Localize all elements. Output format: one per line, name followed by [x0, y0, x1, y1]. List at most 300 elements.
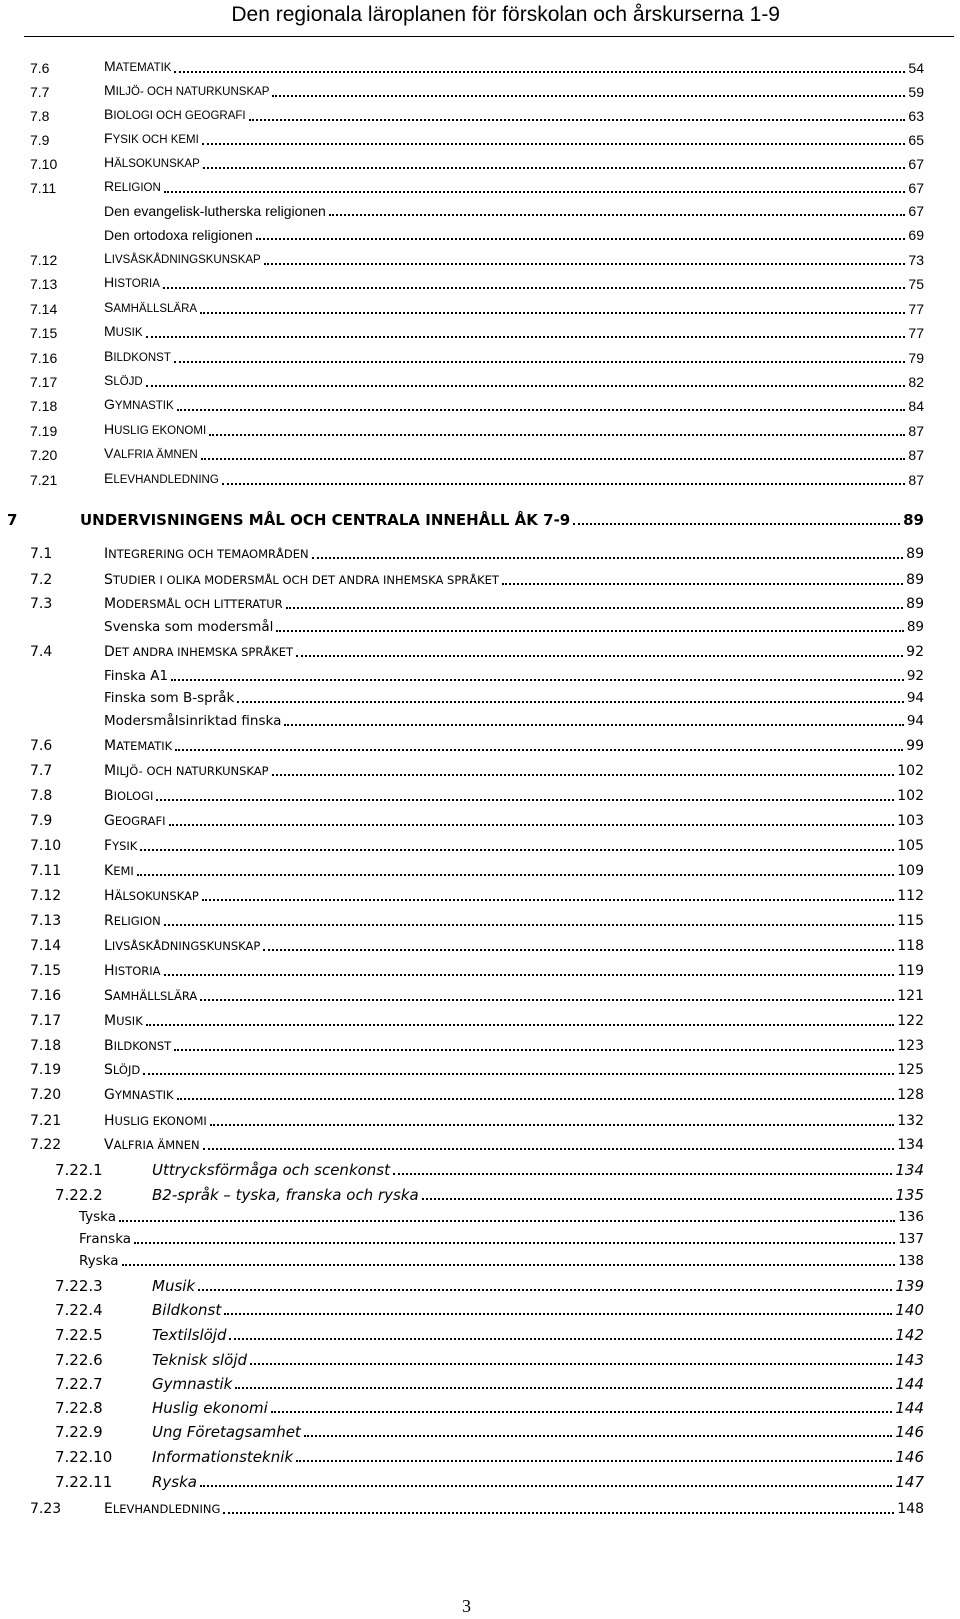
toc-entry-title: Ryska — [152, 1473, 197, 1491]
toc-entry-title — [104, 347, 171, 367]
toc-entry-title — [104, 444, 198, 464]
toc-entry[interactable] — [0, 370, 960, 394]
toc-entry-number: 7.22.11 — [55, 1473, 113, 1491]
toc-dot-leader — [256, 238, 906, 240]
toc-entry[interactable] — [0, 346, 960, 370]
toc-dot-leader — [202, 143, 906, 145]
toc-dot-leader — [222, 483, 906, 485]
toc-dot-leader — [156, 799, 894, 801]
toc-entry-page: 137 — [898, 1231, 924, 1247]
toc-entry-title-initial: G — [104, 1087, 115, 1103]
toc-entry-page: 69 — [908, 227, 924, 243]
toc-entry-number: 7.15 — [30, 963, 62, 979]
toc-entry[interactable] — [0, 419, 960, 443]
toc-entry-title-rest: ELIGION — [113, 914, 161, 928]
toc-dot-leader — [286, 607, 904, 609]
toc-entry-title — [104, 57, 171, 77]
toc-dot-leader — [271, 1411, 893, 1413]
toc-entry-title-initial: M — [104, 82, 116, 98]
toc-entry-title-rest: ILDKONST — [113, 352, 171, 364]
toc-entry[interactable] — [0, 1470, 960, 1494]
toc-dot-leader — [201, 458, 906, 460]
toc-entry[interactable] — [0, 1205, 960, 1229]
toc-entry-title-rest: ÄLSOKUNSKAP — [114, 158, 200, 170]
toc-entry-number: 7.22.5 — [55, 1326, 103, 1344]
toc-dot-leader — [284, 724, 903, 726]
toc-entry[interactable] — [0, 1158, 960, 1182]
toc-entry[interactable] — [0, 686, 960, 710]
toc-entry[interactable] — [0, 80, 960, 104]
toc-entry-title — [104, 420, 206, 440]
toc-entry-title-rest: ELIGION — [114, 182, 161, 194]
toc-dot-leader — [296, 1460, 892, 1462]
toc-entry[interactable] — [0, 959, 960, 983]
toc-entry-title — [104, 545, 309, 563]
toc-entry-title — [104, 153, 200, 173]
toc-entry-title-initial: H — [104, 963, 115, 979]
toc-entry[interactable] — [0, 615, 960, 639]
toc-dot-leader — [146, 385, 906, 387]
toc-dot-leader — [573, 523, 900, 525]
toc-entry-page: 87 — [908, 447, 924, 463]
toc-entry[interactable] — [0, 1133, 960, 1157]
toc-entry-title-rest: ILJÖ- OCH NATURKUNSKAP — [115, 86, 270, 98]
toc-entry-number: 7.18 — [30, 398, 58, 414]
toc-dot-leader — [177, 1098, 895, 1100]
toc-entry-number: 7.16 — [30, 988, 62, 1004]
toc-dot-leader — [296, 655, 903, 657]
toc-entry[interactable] — [0, 1445, 960, 1469]
toc-dot-leader — [272, 95, 905, 97]
toc-entry[interactable] — [0, 984, 960, 1008]
toc-entry[interactable] — [0, 709, 960, 733]
toc-entry-title: Finska A1 — [104, 668, 169, 684]
toc-entry-title-initial: V — [104, 445, 114, 461]
toc-entry-title-rest: IVSÅSKÅDNINGSKUNSKAP — [111, 939, 261, 953]
toc-entry[interactable] — [0, 394, 960, 418]
toc-entry-title — [104, 862, 134, 880]
toc-entry-title-rest: ODERSMÅL OCH LITTERATUR — [116, 597, 283, 611]
toc-entry-title: Den ortodoxa religionen — [104, 227, 253, 243]
toc-entry-number: 7.17 — [30, 1013, 62, 1029]
toc-entry-number: 7.22.1 — [55, 1161, 103, 1179]
toc-entry-number: 7.9 — [30, 132, 50, 148]
toc-entry-page: 142 — [895, 1326, 924, 1344]
toc-entry-title-rest: LEVHANDLEDNING — [112, 1502, 221, 1516]
toc-entry-title: Den evangelisk-lutherska religionen — [104, 203, 326, 219]
toc-entry-title: Ryska — [79, 1253, 119, 1269]
toc-entry-page: 132 — [897, 1113, 924, 1129]
toc-entry-number: 7.7 — [30, 763, 53, 779]
toc-entry-title: Franska — [79, 1231, 132, 1247]
toc-entry-title-initial: K — [104, 863, 114, 879]
toc-entry-title-rest: EMI — [113, 864, 134, 878]
toc-entry-title-rest: LÖJD — [112, 1063, 141, 1077]
toc-entry-title-rest: AMHÄLLSLÄRA — [113, 303, 198, 315]
toc-entry-title-rest: LÖJD — [113, 376, 143, 388]
toc-entry-title — [104, 322, 143, 342]
toc-entry-title — [104, 571, 499, 589]
toc-entry-page: 54 — [908, 60, 924, 76]
toc-entry-page: 67 — [908, 180, 924, 196]
toc-entry-title — [104, 1136, 200, 1154]
toc-dot-leader — [200, 1485, 892, 1487]
toc-entry-page: 144 — [895, 1399, 924, 1417]
toc-entry-title — [104, 469, 219, 489]
toc-entry-title-rest: TUDIER I OLIKA MODERSMÅL OCH DET ANDRA INHEMSKA SPRÅKET — [112, 573, 499, 587]
toc-entry-number: 7.10 — [30, 156, 58, 172]
toc-entry-title-initial: S — [104, 1062, 113, 1078]
toc-dot-leader — [171, 679, 904, 681]
toc-entry[interactable] — [0, 1497, 960, 1521]
toc-entry-page: 84 — [908, 398, 924, 414]
toc-entry[interactable] — [0, 568, 960, 592]
toc-entry-page: 75 — [908, 276, 924, 292]
toc-entry-title — [104, 177, 161, 197]
toc-entry-title: Textilslöjd — [152, 1326, 227, 1344]
toc-entry[interactable] — [0, 664, 960, 688]
toc-entry[interactable] — [0, 592, 960, 616]
toc-entry-title-initial: M — [104, 323, 116, 339]
toc-entry[interactable] — [0, 1323, 960, 1347]
toc-entry[interactable] — [0, 199, 960, 223]
toc-entry[interactable] — [0, 223, 960, 247]
toc-entry-title — [104, 81, 269, 101]
toc-entry-title: Musik — [152, 1277, 196, 1295]
toc-entry-number: 7.22.9 — [55, 1423, 103, 1441]
toc-entry-page: 123 — [897, 1038, 924, 1054]
toc-dot-leader — [502, 583, 903, 585]
toc-dot-leader — [140, 849, 894, 851]
toc-entry-page: 89 — [906, 619, 924, 635]
toc-entry-page: 139 — [895, 1277, 924, 1295]
toc-entry-page: 134 — [895, 1161, 924, 1179]
toc-entry-page: 92 — [906, 668, 924, 684]
toc-entry[interactable] — [0, 640, 960, 664]
toc-entry-title-rest: IVSÅSKÅDNINGSKUNSKAP — [111, 254, 261, 266]
toc-entry-number: 7.22.4 — [55, 1301, 103, 1319]
page-number: 3 — [462, 1596, 471, 1616]
toc-dot-leader — [174, 71, 905, 73]
toc-entry-page: 134 — [897, 1137, 924, 1153]
toc-entry-title-initial: M — [104, 738, 117, 754]
toc-entry-title — [104, 1500, 220, 1518]
toc-entry-page: 89 — [906, 546, 924, 562]
toc-entry-page: 87 — [908, 423, 924, 439]
toc-entry-title-initial: S — [104, 299, 114, 315]
toc-entry-title-initial: E — [104, 1501, 113, 1517]
toc-entry-title-initial: G — [104, 813, 115, 829]
toc-entry-number: 7.3 — [30, 596, 53, 612]
toc-entry[interactable] — [0, 1183, 960, 1207]
toc-entry-title-initial: S — [104, 988, 113, 1004]
toc-entry-title: Informationsteknik — [152, 1448, 294, 1466]
toc-entry-title — [104, 395, 174, 415]
toc-entry[interactable] — [0, 1058, 960, 1082]
toc-dot-leader — [304, 1435, 893, 1437]
toc-dot-leader — [164, 924, 895, 926]
toc-entry-title-initial: E — [104, 470, 114, 486]
toc-entry-title-rest: ALFRIA ÄMNEN — [113, 449, 198, 461]
toc-entry-page: 143 — [895, 1351, 924, 1369]
toc-entry-page: 65 — [908, 132, 924, 148]
toc-entry[interactable] — [0, 1274, 960, 1298]
toc-entry-title: Bildkonst — [152, 1301, 222, 1319]
toc-entry-number: 7.14 — [30, 301, 58, 317]
toc-entry-title-initial: H — [104, 1113, 115, 1129]
toc-dot-leader — [163, 287, 905, 289]
toc-entry-page: 67 — [908, 203, 924, 219]
toc-entry-page: 77 — [908, 301, 924, 317]
toc-dot-leader — [264, 263, 906, 265]
toc-entry-page: 67 — [908, 156, 924, 172]
toc-entry-title — [104, 887, 199, 905]
toc-entry-title: Gymnastik — [152, 1375, 233, 1393]
toc-entry-page: 99 — [906, 738, 924, 754]
toc-entry-number: 7.22.10 — [55, 1448, 113, 1466]
toc-entry-title — [104, 1012, 143, 1030]
toc-entry-number: 7.20 — [30, 1087, 62, 1103]
toc-entry-number: 7.22.2 — [55, 1186, 103, 1204]
toc-entry-title — [104, 105, 246, 125]
toc-entry-page: 146 — [895, 1448, 924, 1466]
toc-entry[interactable] — [0, 468, 960, 492]
toc-entry-title-rest: ET ANDRA INHEMSKA SPRÅKET — [114, 645, 294, 659]
toc-entry-title-initial: B — [104, 788, 114, 804]
toc-entry[interactable] — [0, 909, 960, 933]
toc-entry-title-initial: H — [104, 888, 115, 904]
toc-dot-leader — [198, 1289, 892, 1291]
toc-entry[interactable] — [0, 176, 960, 200]
toc-entry[interactable] — [0, 784, 960, 808]
toc-entry[interactable] — [0, 834, 960, 858]
toc-entry-title — [104, 912, 161, 930]
toc-entry-title — [104, 937, 260, 955]
toc-dot-leader — [137, 874, 894, 876]
toc-entry-title-initial: S — [104, 372, 114, 388]
running-header — [0, 0, 960, 40]
toc-entry-number: 7.16 — [30, 350, 58, 366]
toc-entry-number: 7.6 — [30, 738, 53, 754]
toc-entry-number: 7.11 — [30, 863, 62, 879]
toc-entry-number: 7.13 — [30, 913, 62, 929]
toc-dot-leader — [174, 1049, 894, 1051]
toc-entry-page: 87 — [908, 472, 924, 488]
toc-entry-title-rest: IOLOGI OCH GEOGRAFI — [113, 110, 246, 122]
toc-entry-number: 7.12 — [30, 252, 58, 268]
toc-entry-title-rest: ATEMATIK — [116, 739, 173, 753]
toc-dot-leader — [202, 899, 894, 901]
toc-entry-title — [104, 837, 137, 855]
toc-entry-title-rest: ILDKONST — [113, 1039, 172, 1053]
toc-entry[interactable] — [0, 1396, 960, 1420]
toc-entry-page: 94 — [906, 713, 924, 729]
toc-dot-leader — [235, 1387, 892, 1389]
toc-entry[interactable] — [0, 1372, 960, 1396]
toc-entry-number: 7.2 — [30, 572, 53, 588]
toc-entry[interactable] — [0, 1109, 960, 1133]
toc-entry-title-initial: I — [104, 546, 109, 562]
toc-entry[interactable] — [0, 1034, 960, 1058]
toc-entry[interactable] — [0, 1083, 960, 1107]
toc-entry-title-initial: G — [104, 396, 115, 412]
toc-entry-title-rest: ISTORIA — [114, 964, 161, 978]
toc-entry[interactable] — [0, 734, 960, 758]
toc-entry[interactable] — [0, 1298, 960, 1322]
toc-entry-number: 7.18 — [30, 1038, 62, 1054]
toc-entry-title — [104, 762, 269, 780]
toc-entry-page: 128 — [897, 1087, 924, 1103]
toc-entry-number: 7.13 — [30, 276, 58, 292]
toc-entry-title-initial: F — [104, 130, 113, 146]
toc-dot-leader — [276, 630, 903, 632]
toc-entry-page: 92 — [906, 644, 924, 660]
toc-dot-leader — [223, 1512, 894, 1514]
toc-entry-title: Modersmålsinriktad finska — [104, 713, 282, 729]
toc-entry-page: 138 — [898, 1253, 924, 1269]
toc-entry[interactable] — [0, 152, 960, 176]
toc-entry-page: 59 — [908, 84, 924, 100]
toc-entry[interactable] — [0, 128, 960, 152]
toc-entry-page: 73 — [908, 252, 924, 268]
toc-entry-page: 102 — [897, 763, 924, 779]
toc-entry-number: 7.21 — [30, 1113, 62, 1129]
header-rule — [24, 36, 954, 37]
toc-dot-leader — [174, 361, 906, 363]
toc-dot-leader — [169, 824, 895, 826]
toc-entry-title: Tyska — [79, 1209, 117, 1225]
toc-dot-leader — [237, 701, 903, 703]
toc-entry-number: 7.4 — [30, 644, 53, 660]
toc-entry-number: 7.19 — [30, 1062, 62, 1078]
document-title: Den regionala läroplanen för förskolan och årskurserna 1-9 — [231, 3, 780, 26]
toc-dot-leader — [146, 336, 906, 338]
toc-entry[interactable] — [0, 859, 960, 883]
toc-entry-title — [104, 298, 197, 318]
toc-entry-page: 89 — [906, 596, 924, 612]
toc-dot-leader — [203, 1148, 895, 1150]
toc-entry-title — [104, 737, 172, 755]
toc-entry-number: 7.22.3 — [55, 1277, 103, 1295]
toc-entry-title-rest: ALFRIA ÄMNEN — [113, 1138, 200, 1152]
toc-entry-page: 102 — [897, 788, 924, 804]
toc-entry-title-rest: ISTORIA — [114, 278, 160, 290]
toc-entry-page: 122 — [897, 1013, 924, 1029]
toc-entry-title — [104, 129, 199, 149]
toc-entry-title — [104, 1086, 174, 1104]
toc-dot-leader — [175, 749, 903, 751]
toc-dot-leader — [210, 1124, 894, 1126]
toc-entry-page: 118 — [897, 938, 924, 954]
toc-entry-title: Finska som B-språk — [104, 690, 235, 706]
toc-entry-page: 89 — [903, 511, 924, 529]
toc-entry-title-initial: M — [104, 596, 117, 612]
toc-entry-page: 135 — [895, 1186, 924, 1204]
toc-entry[interactable] — [0, 759, 960, 783]
toc-entry-number: 7.15 — [30, 325, 58, 341]
toc-dot-leader — [209, 434, 905, 436]
toc-entry[interactable] — [0, 443, 960, 467]
toc-entry-title — [104, 787, 153, 805]
toc-entry[interactable] — [0, 809, 960, 833]
toc-entry-title-initial: M — [104, 58, 116, 74]
toc-entry-page: 94 — [906, 690, 924, 706]
toc-entry[interactable] — [0, 56, 960, 80]
toc-entry[interactable] — [0, 321, 960, 345]
toc-entry[interactable] — [0, 297, 960, 321]
toc-entry-page: 147 — [895, 1473, 924, 1491]
toc-entry-title — [104, 249, 261, 269]
toc-entry-title-rest: YSIK — [112, 839, 138, 853]
toc-entry[interactable] — [0, 934, 960, 958]
toc-entry-title-initial: B — [104, 1038, 114, 1054]
toc-entry[interactable] — [0, 104, 960, 128]
toc-entry-number: 7.8 — [30, 108, 50, 124]
toc-entry-title-rest: EOGRAFI — [114, 814, 166, 828]
toc-entry-title-initial: B — [104, 106, 114, 122]
toc-entry-page: 112 — [897, 888, 924, 904]
toc-entry-number: 7.22.8 — [55, 1399, 103, 1417]
toc-entry[interactable] — [0, 1420, 960, 1444]
toc-entry-title: Uttrycksförmåga och scenkonst — [152, 1161, 391, 1179]
toc-entry-title-initial: D — [104, 644, 115, 660]
toc-dot-leader — [200, 312, 905, 314]
toc-entry-number: 7.17 — [30, 374, 58, 390]
toc-entry[interactable] — [0, 1227, 960, 1251]
toc-entry-title-initial: H — [104, 421, 115, 437]
toc-entry-number: 7.6 — [30, 60, 50, 76]
toc-entry-title — [104, 643, 293, 661]
toc-entry[interactable] — [0, 542, 960, 566]
toc-entry-title-initial: M — [104, 1013, 117, 1029]
toc-entry-number: 7.23 — [30, 1501, 62, 1517]
toc-entry-number: 7.8 — [30, 788, 53, 804]
toc-entry-title-initial: L — [104, 250, 112, 266]
toc-dot-leader — [263, 949, 894, 951]
toc-dot-leader — [164, 191, 906, 193]
toc-entry-title-initial: R — [104, 913, 114, 929]
toc-entry[interactable] — [0, 272, 960, 296]
toc-dot-leader — [250, 1363, 892, 1365]
toc-entry-title-rest: ILJÖ- OCH NATURKUNSKAP — [116, 764, 269, 778]
toc-entry-title — [104, 987, 197, 1005]
toc-entry-title-rest: IOLOGI — [113, 789, 154, 803]
toc-entry-number: 7.1 — [30, 546, 53, 562]
toc-entry-title: UNDERVISNINGENS MÅL OCH CENTRALA INNEHÅLL ÅK 7-9 — [80, 511, 571, 529]
toc-entry[interactable] — [0, 1348, 960, 1372]
toc-entry[interactable] — [0, 248, 960, 272]
toc-entry-number: 7.22.6 — [55, 1351, 103, 1369]
toc-dot-leader — [134, 1242, 895, 1244]
toc-entry-title: Teknisk slöjd — [152, 1351, 248, 1369]
toc-entry-title-initial: F — [104, 838, 113, 854]
toc-dot-leader — [329, 214, 906, 216]
toc-entry-number: 7.10 — [30, 838, 62, 854]
toc-entry[interactable] — [0, 1249, 960, 1273]
toc-entry-page: 148 — [897, 1501, 924, 1517]
toc-entry-page: 109 — [897, 863, 924, 879]
toc-dot-leader — [164, 974, 895, 976]
toc-entry-title-rest: AMHÄLLSLÄRA — [112, 989, 198, 1003]
toc-entry-title-rest: USLIG EKONOMI — [114, 425, 207, 437]
toc-entry-title — [104, 812, 166, 830]
toc-entry-page: 144 — [895, 1375, 924, 1393]
toc-entry[interactable] — [0, 1009, 960, 1033]
toc-entry-title — [104, 1061, 140, 1079]
toc-entry-number: 7.11 — [30, 180, 57, 196]
toc-entry[interactable] — [0, 884, 960, 908]
toc-entry[interactable] — [0, 508, 960, 532]
